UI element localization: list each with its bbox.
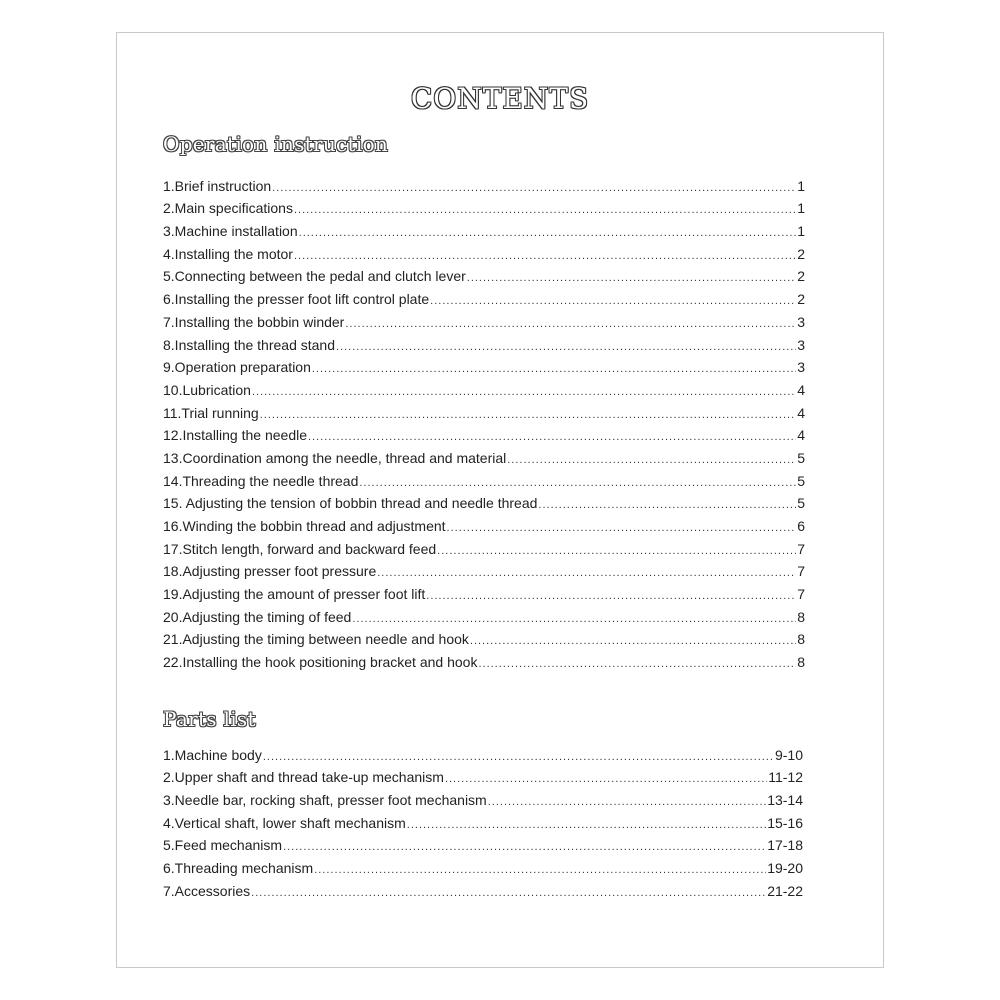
entry-label: 8.Installing the thread stand — [163, 336, 336, 353]
entry-page-number: 21-22 — [767, 882, 803, 899]
entry-page-number: 4 — [797, 381, 805, 398]
entry-page-number: 4 — [797, 404, 805, 421]
operation-instruction-entry — [163, 173, 805, 196]
entry-page-number: 2 — [797, 245, 805, 262]
parts-list-entry — [163, 855, 803, 878]
operation-instruction-entry — [163, 264, 805, 287]
entry-label: 21.Adjusting the timing between needle and hook — [163, 631, 469, 648]
dot-leader — [507, 452, 796, 468]
operation-instruction-entry — [163, 377, 805, 400]
entry-label: 22.Installing the hook positioning bracket and hook — [163, 654, 478, 671]
operation-instruction-entry — [163, 241, 805, 264]
entry-label: 3.Needle bar, rocking shaft, presser foot mechanism — [163, 792, 487, 809]
entry-page-number: 5 — [797, 449, 805, 466]
operation-instruction-list — [163, 173, 805, 672]
dot-leader — [430, 293, 796, 309]
entry-label: 14.Threading the needle thread — [163, 472, 359, 489]
entry-page-number: 2 — [797, 291, 805, 308]
operation-instruction-entry — [163, 286, 805, 309]
operation-instruction-entry — [163, 491, 805, 514]
operation-instruction-heading: Operation instruction — [163, 132, 389, 156]
dot-leader — [314, 862, 766, 878]
dot-leader — [312, 361, 796, 377]
dot-leader — [251, 885, 766, 901]
dot-leader — [437, 543, 796, 559]
entry-page-number: 8 — [797, 654, 805, 671]
operation-instruction-entry — [163, 309, 805, 332]
dot-leader — [345, 316, 796, 332]
dot-leader — [283, 839, 766, 855]
operation-instruction-entry — [163, 513, 805, 536]
entry-page-number: 3 — [797, 336, 805, 353]
entry-page-number: 4 — [797, 427, 805, 444]
entry-label: 5.Connecting between the pedal and clutch lever — [163, 268, 466, 285]
entry-page-number: 8 — [797, 608, 805, 625]
entry-page-number: 15-16 — [767, 814, 803, 831]
dot-leader — [252, 384, 796, 400]
entry-label: 19.Adjusting the amount of presser foot lift — [163, 586, 426, 603]
operation-instruction-entry — [163, 400, 805, 423]
operation-instruction-entry — [163, 559, 805, 582]
operation-instruction-entry — [163, 332, 805, 355]
dot-leader — [352, 611, 796, 627]
entry-label: 20.Adjusting the timing of feed — [163, 608, 352, 625]
entry-label: 6.Threading mechanism — [163, 860, 314, 877]
dot-leader — [470, 633, 796, 649]
entry-label: 4.Vertical shaft, lower shaft mechanism — [163, 814, 406, 831]
entry-label: 16.Winding the bobbin thread and adjustment — [163, 518, 446, 534]
entry-label: 12.Installing the needle — [163, 427, 307, 444]
parts-list-entry — [163, 833, 803, 856]
entry-label: 5.Feed mechanism — [163, 837, 283, 854]
entry-page-number: 7 — [797, 586, 805, 603]
operation-instruction-entry — [163, 423, 805, 446]
dot-leader — [260, 407, 796, 423]
entry-label: 18.Adjusting presser foot pressure — [163, 563, 377, 580]
entry-label: 6.Installing the presser foot lift control plate — [163, 291, 430, 308]
entry-page-number: 7 — [797, 563, 805, 580]
dot-leader — [336, 339, 796, 355]
entry-page-number: 8 — [797, 631, 805, 648]
entry-label: 2.Main specifications — [163, 200, 293, 217]
parts-list — [163, 742, 803, 901]
dot-leader — [294, 202, 796, 218]
operation-instruction-entry — [163, 649, 805, 672]
entry-page-number: 3 — [797, 313, 805, 330]
entry-page-number: 13-14 — [767, 792, 803, 809]
dot-leader — [308, 429, 796, 445]
parts-list-entry — [163, 878, 803, 901]
entry-page-number: 19-20 — [767, 860, 803, 877]
operation-instruction-entry — [163, 218, 805, 241]
entry-label: 7.Accessories — [163, 882, 251, 899]
entry-page-number: 5 — [797, 472, 805, 489]
dot-leader — [272, 180, 796, 196]
parts-list-entry — [163, 765, 803, 788]
entry-label: 7.Installing the bobbin winder — [163, 313, 345, 330]
dot-leader — [407, 817, 766, 833]
entry-page-number: 1 — [797, 200, 805, 217]
dot-leader — [359, 475, 796, 491]
entry-label: 1.Machine body — [163, 746, 262, 763]
entry-page-number: 1 — [797, 223, 805, 240]
dot-leader — [538, 497, 796, 513]
entry-label: 4.Installing the motor — [163, 245, 293, 262]
entry-label: 15. Adjusting the tension of bobbin thread and needle thread — [163, 495, 538, 512]
dot-leader — [445, 771, 767, 787]
dot-leader — [467, 270, 796, 286]
parts-list-entry — [163, 742, 803, 765]
entry-page-number: 17-18 — [767, 837, 803, 854]
operation-instruction-entry — [163, 468, 805, 491]
entry-page-number: 2 — [797, 268, 805, 285]
parts-list-entry — [163, 810, 803, 833]
entry-page-number: 6 — [797, 518, 805, 534]
entry-label: 1.Brief instruction — [163, 177, 272, 194]
entry-page-number: 1 — [797, 177, 805, 194]
dot-leader — [447, 520, 797, 536]
operation-instruction-entry — [163, 536, 805, 559]
entry-page-number: 11-12 — [768, 769, 803, 786]
operation-instruction-entry — [163, 581, 805, 604]
dot-leader — [377, 565, 796, 581]
entry-label: 2.Upper shaft and thread take-up mechanism — [163, 769, 444, 786]
operation-instruction-entry — [163, 604, 805, 627]
page-title: CONTENTS — [410, 82, 590, 115]
entry-label: 9.Operation preparation — [163, 359, 311, 376]
entry-label: 11.Trial running — [163, 404, 259, 421]
operation-instruction-entry — [163, 355, 805, 378]
operation-instruction-entry — [163, 627, 805, 650]
dot-leader — [426, 588, 796, 604]
parts-list-entry — [163, 787, 803, 810]
dot-leader — [299, 225, 797, 241]
entry-page-number: 7 — [797, 540, 805, 557]
entry-page-number: 5 — [797, 495, 805, 512]
dot-leader — [488, 794, 766, 810]
entry-label: 17.Stitch length, forward and backward feed — [163, 540, 437, 557]
entry-page-number: 9-10 — [774, 746, 803, 763]
operation-instruction-entry — [163, 445, 805, 468]
dot-leader — [294, 248, 796, 264]
entry-page-number: 3 — [797, 359, 805, 376]
dot-leader — [263, 749, 774, 765]
entry-label: 10.Lubrication — [163, 381, 251, 398]
entry-label: 3.Machine installation — [163, 223, 298, 240]
entry-label: 13.Coordination among the needle, thread and material — [163, 449, 507, 466]
dot-leader — [478, 656, 796, 672]
parts-list-heading: Parts list — [163, 707, 256, 731]
operation-instruction-entry — [163, 196, 805, 219]
